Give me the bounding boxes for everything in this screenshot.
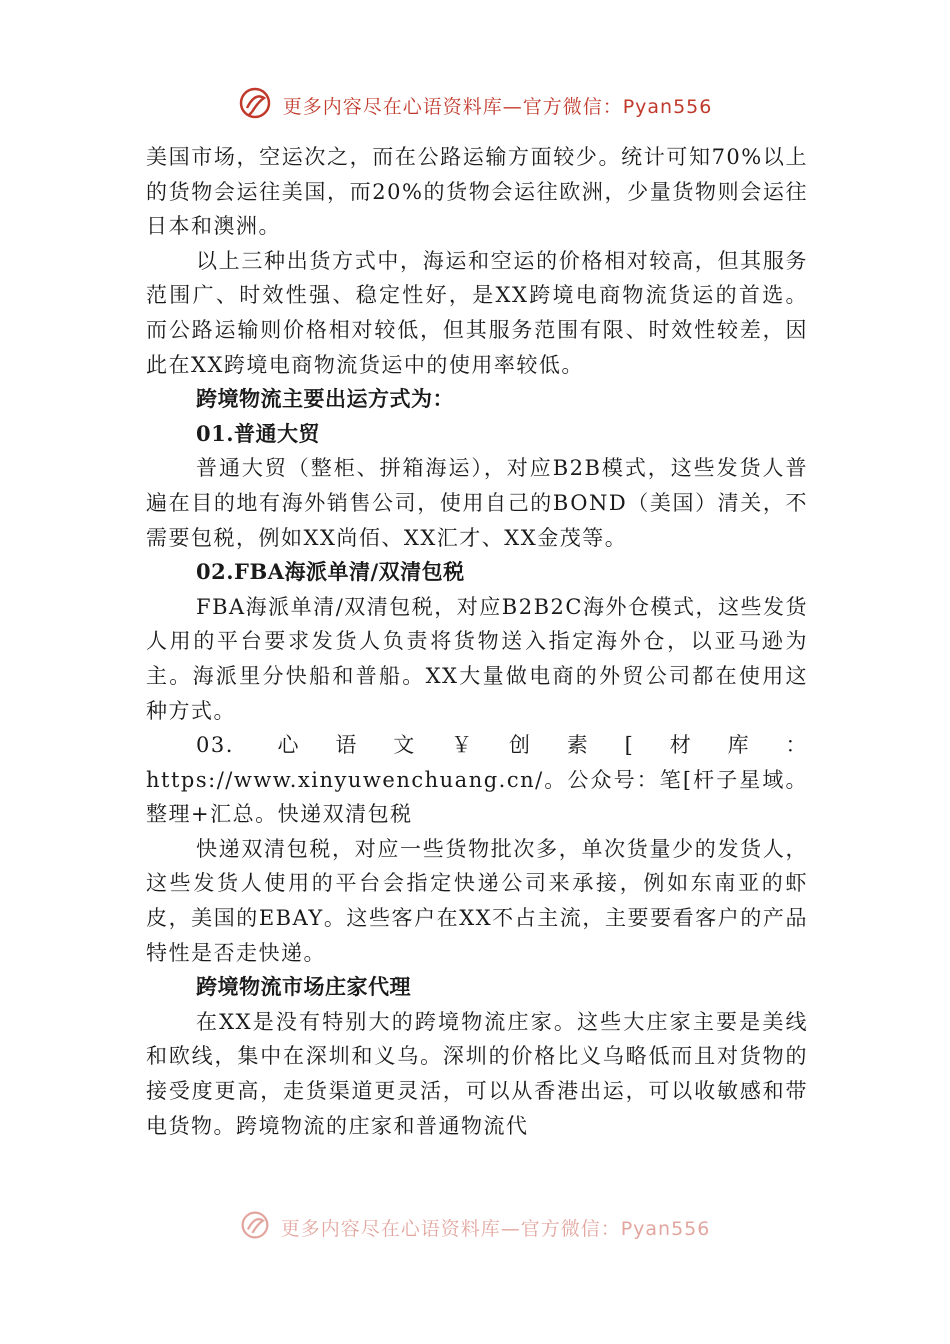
document-body — [146, 140, 808, 1143]
paragraph-6: 快递双清包税，对应一些货物批次多，单次货量少的发货人，这些发货人使用的平台会指定快递公司来承接，例如东南亚的虾皮，美国的EBAY。这些客户在XX不占主流，主要要看客户的产品特性是否走快递。 — [146, 836, 808, 965]
paragraph-5: 03. 心语文￥创素[材库：https://www.xinyuwenchuang.cn/。公众号：笔[杆子星域。整理+汇总。快递双清包税 — [146, 733, 808, 827]
subheading-01: 01.普通大贸 — [196, 420, 321, 446]
paragraph-1: 美国市场，空运次之，而在公路运输方面较少。统计可知70%以上的货物会运往美国，而20%的货物会运往欧洲，少量货物则会运往日本和澳洲。 — [146, 145, 808, 239]
section-heading-shipping-methods: 跨境物流主要出运方式为： — [196, 386, 454, 412]
paragraph-2: 以上三种出货方式中，海运和空运的价格相对较高，但其服务范围广、时效性强、稳定性好，是XX跨境电商物流货运的首选。而公路运输则价格相对较低，但其服务范围有限、时效性较差，因此在XX跨境电商物流货运中的使用率较低。 — [146, 248, 808, 377]
header-brand-text: 更多内容尽在心语资料库—官方微信：Pyan556 — [282, 96, 713, 118]
paragraph-3: 普通大贸（整柜、拼箱海运），对应B2B模式，这些发货人普遍在目的地有海外销售公司，使用自己的BOND（美国）清关，不需要包税，例如XX尚佰、XX汇才、XX金茂等。 — [146, 456, 808, 550]
footer-brand-text: 更多内容尽在心语资料库—官方微信：Pyan556 — [280, 1218, 711, 1240]
header-watermark — [0, 86, 950, 125]
footer-logo-icon — [240, 1210, 270, 1245]
section-heading-agents: 跨境物流市场庄家代理 — [196, 974, 411, 1000]
paragraph-7: 在XX是没有特别大的跨境物流庄家。这些大庄家主要是美线和欧线，集中在深圳和义乌。深圳的价格比义乌略低而且对货物的接受度更高，走货渠道更灵活，可以从香港出运，可以收敏感和带电货物。跨境物流的庄家和普通物流代 — [146, 1009, 808, 1138]
paragraph-4: FBA海派单清/双清包税，对应B2B2C海外仓模式，这些发货人用的平台要求发货人负责将货物送入指定海外仓，以亚马逊为主。海派里分快船和普船。XX大量做电商的外贸公司都在使用这种方式。 — [146, 594, 808, 723]
footer-watermark — [0, 1210, 950, 1245]
subheading-02: 02.FBA海派单清/双清包税 — [196, 559, 465, 585]
brand-logo-icon — [238, 86, 272, 125]
